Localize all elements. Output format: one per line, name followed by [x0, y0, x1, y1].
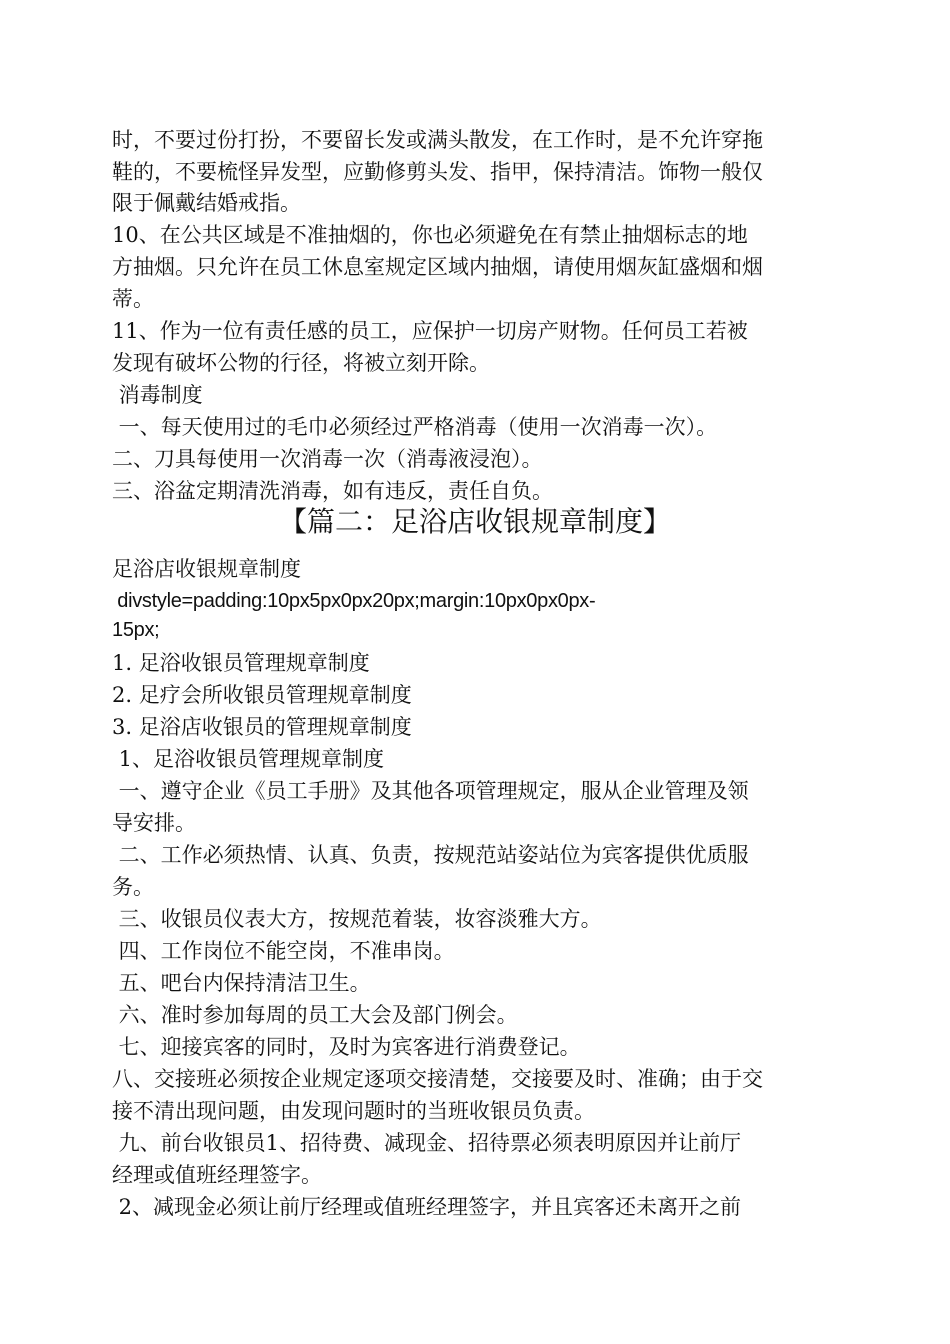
text-line: 10、在公共区域是不准抽烟的，你也必须避免在有禁止抽烟标志的地 [112, 223, 748, 247]
text-line: 二、刀具每使用一次消毒一次（消毒液浸泡）。 [112, 447, 543, 471]
text-line: 限于佩戴结婚戒指。 [112, 191, 301, 215]
text-line: 鞋的，不要梳怪异发型，应勤修剪头发、指甲，保持清洁。饰物一般仅 [112, 160, 763, 184]
text-line: 发现有破坏公物的行径，将被立刻开除。 [112, 351, 490, 375]
text-line: 九、前台收银员1、招待费、减现金、招待票必须表明原因并让前厅 [112, 1131, 742, 1155]
text-line: 接不清出现问题，由发现问题时的当班收银员负责。 [112, 1099, 595, 1123]
text-line: 八、交接班必须按企业规定逐项交接清楚，交接要及时、准确；由于交 [112, 1067, 763, 1091]
text-line: 导安排。 [112, 811, 196, 835]
text-line: 三、收银员仪表大方，按规范着装，妆容淡雅大方。 [112, 907, 602, 931]
section-heading: 消毒制度 [112, 383, 203, 407]
text-line: 六、准时参加每周的员工大会及部门例会。 [112, 1003, 518, 1027]
text-line: 11、作为一位有责任感的员工，应保护一切房产财物。任何员工若被 [112, 319, 748, 343]
text-line: 2、减现金必须让前厅经理或值班经理签字，并且宾客还未离开之前 [112, 1195, 742, 1219]
list-item: 1. 足浴收银员管理规章制度 [112, 651, 370, 675]
list-item: 3. 足浴店收银员的管理规章制度 [112, 715, 412, 739]
text-line: 足浴店收银规章制度 [112, 557, 301, 581]
text-line: 一、每天使用过的毛巾必须经过严格消毒（使用一次消毒一次）。 [112, 415, 718, 439]
text-line: 七、迎接宾客的同时，及时为宾客进行消费登记。 [112, 1035, 581, 1059]
text-line: 务。 [112, 875, 154, 899]
chapter-title: 【篇二：足浴店收银规章制度】 [278, 505, 671, 538]
text-line: 方抽烟。只允许在员工休息室规定区域内抽烟，请使用烟灰缸盛烟和烟 [112, 255, 763, 279]
text-line: 五、吧台内保持清洁卫生。 [112, 971, 371, 995]
section-heading: 1、足浴收银员管理规章制度 [112, 747, 385, 771]
text-line: 三、浴盆定期清洗消毒，如有违反，责任自负。 [112, 479, 553, 503]
code-line: 15px; [112, 619, 160, 641]
text-line: 一、遵守企业《员工手册》及其他各项管理规定，服从企业管理及领 [112, 779, 749, 803]
text-line: 时，不要过份打扮，不要留长发或满头散发，在工作时，是不允许穿拖 [112, 128, 763, 152]
list-item: 2. 足疗会所收银员管理规章制度 [112, 683, 412, 707]
text-line: 四、工作岗位不能空岗，不准串岗。 [112, 939, 455, 963]
text-line: 蒂。 [112, 287, 154, 311]
code-line: divstyle=padding:10px5px0px20px;margin:10px0px0px- [112, 590, 596, 612]
text-line: 经理或值班经理签字。 [112, 1163, 322, 1187]
text-line: 二、工作必须热情、认真、负责，按规范站姿站位为宾客提供优质服 [112, 843, 749, 867]
